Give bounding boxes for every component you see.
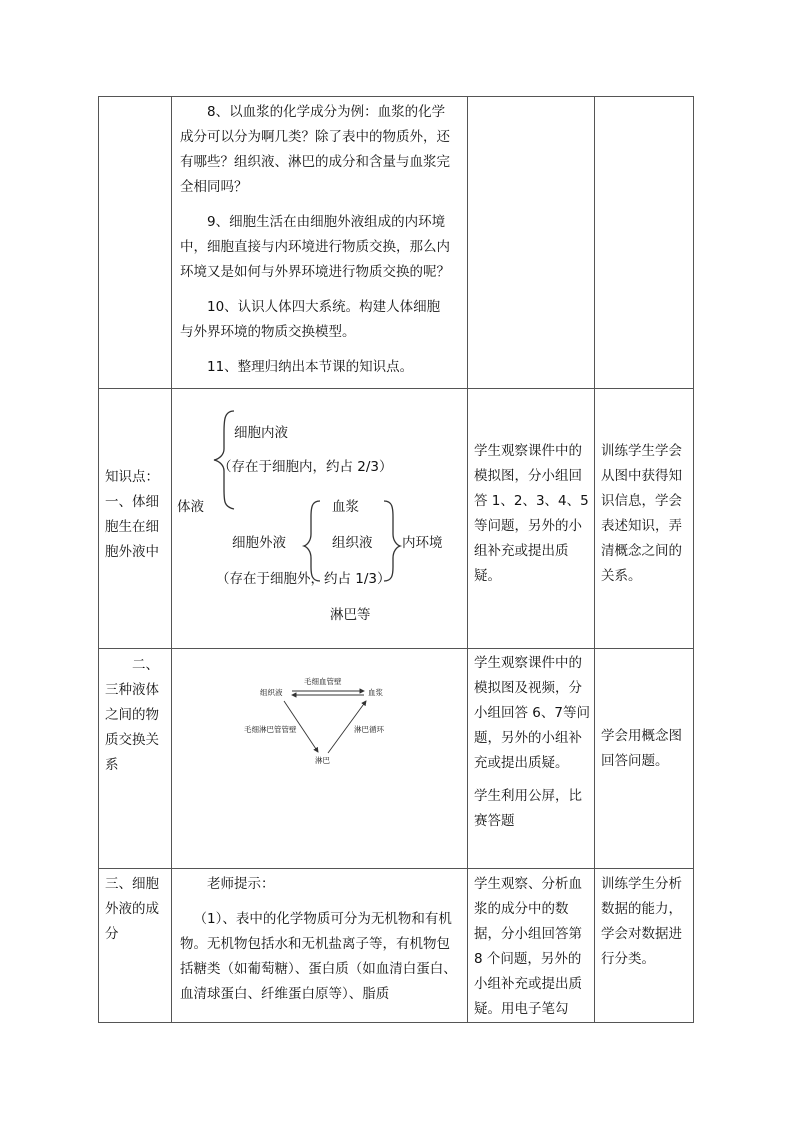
lesson-plan-table — [98, 96, 694, 1023]
plasma-node: 血浆 — [368, 688, 383, 697]
plasma: 血浆 — [332, 499, 359, 515]
student-activity: 学生观察课件中的模拟图，分小组回答 1、2、3、4、5 等问题，另外的小组补充或提出质疑。 — [474, 443, 589, 584]
row3-student-cell — [468, 649, 595, 869]
student-activity-2: 学生利用公屏，比赛答题 — [474, 788, 582, 829]
tissue-fluid: 组织液 — [332, 535, 373, 551]
lymph-circulation-label: 淋巴循环 — [354, 725, 384, 734]
fluid-exchange-diagram — [172, 649, 467, 868]
intracellular-note: （存在于细胞内，约占 2/3） — [218, 459, 393, 475]
extracellular-fluid: 细胞外液 — [232, 535, 286, 551]
design-purpose: 学会用概念图回答问题。 — [601, 728, 682, 769]
table-row — [99, 97, 694, 389]
row4-content-cell — [172, 869, 468, 1023]
row4-label-cell — [99, 869, 172, 1023]
row1-label-cell — [99, 97, 172, 389]
row1-student-cell — [468, 97, 595, 389]
internal-environment: 内环境 — [402, 535, 443, 551]
section-title: 三种液体之间的物质交换关系 — [105, 682, 159, 773]
row3-diagram-cell — [172, 649, 468, 869]
student-activity: 学生观察、分析血浆的成分中的数据，分小组回答第 8 个问题，另外的小组补充或提出质疑。用电子笔勾 — [474, 876, 582, 1017]
question-11: 11、整理归纳出本节课的知识点。 — [207, 359, 414, 375]
lymph-etc: 淋巴等 — [330, 607, 371, 623]
row4-purpose-cell — [595, 869, 694, 1023]
intracellular-fluid: 细胞内液 — [234, 425, 288, 441]
question-8: 8、以血浆的化学成分为例：血浆的化学成分可以分为啊几类？除了表中的物质外，还有哪些？组织液、淋巴的成分和含量与血浆完全相同吗？ — [180, 104, 450, 195]
table-row — [99, 869, 694, 1023]
body-fluid: 体液 — [177, 499, 204, 515]
content-paragraph: （1）、表中的化学物质可分为无机物和有机物。无机物包括水和无机盐离子等，有机物包括糖类（如葡萄糖）、蛋白质（如血清白蛋白、血清球蛋白、纤维蛋白原等）、脂质 — [180, 911, 457, 1002]
row3-purpose-cell — [595, 649, 694, 869]
extracellular-note: （存在于细胞外，约占 1/3） — [216, 571, 391, 587]
teacher-hint: 老师提示： — [207, 876, 275, 892]
section-title: 三、细胞外液的成分 — [105, 876, 159, 942]
row3-label-cell — [99, 649, 172, 869]
capillary-wall-label: 毛细血管壁 — [304, 677, 342, 686]
row2-label-cell — [99, 389, 172, 649]
table-row — [99, 649, 694, 869]
table-row — [99, 389, 694, 649]
row1-content-cell — [172, 97, 468, 389]
row2-diagram-cell — [172, 389, 468, 649]
knowledge-point-label: 知识点：一、体细胞生在细胞外液中 — [105, 469, 159, 560]
body-fluid-diagram — [172, 389, 467, 648]
section-number: 二、 — [132, 657, 159, 673]
lymph-capillary-wall-label: 毛细淋巴管管壁 — [244, 725, 297, 734]
tissue-fluid-node: 组织液 — [260, 688, 283, 697]
question-10: 10、认识人体四大系统。构建人体细胞与外界环境的物质交换模型。 — [180, 299, 441, 340]
row2-student-cell — [468, 389, 595, 649]
row4-student-cell — [468, 869, 595, 1023]
design-purpose: 训练学生分析数据的能力，学会对数据进行分类。 — [601, 876, 682, 967]
row2-purpose-cell — [595, 389, 694, 649]
row1-purpose-cell — [595, 97, 694, 389]
brace-graphics — [172, 389, 467, 648]
student-activity: 学生观察课件中的模拟图及视频，分小组回答 6、7等问题，另外的小组补充或提出质疑。 — [474, 655, 590, 771]
design-purpose: 训练学生学会从图中获得知识信息，学会表述知识，弄清概念之间的关系。 — [601, 443, 682, 584]
question-9: 9、细胞生活在由细胞外液组成的内环境中，细胞直接与内环境进行物质交换，那么内环境又是如何与外界环境进行物质交换的呢？ — [180, 214, 450, 280]
lymph-node: 淋巴 — [315, 756, 330, 765]
